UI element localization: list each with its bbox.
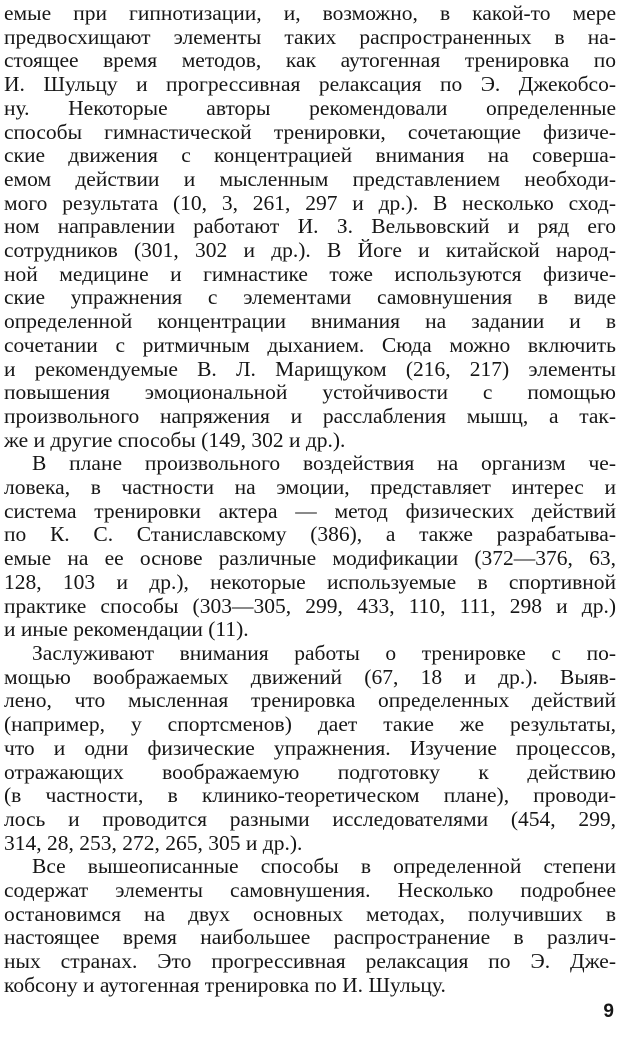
text-line: ном направлении работают И. З. Вельвовский и ряд его: [4, 215, 616, 239]
text-line: практике способы (303—305, 299, 433, 110, 111, 298 и др.): [4, 594, 616, 618]
text-line: ские движения с концентрацией внимания на соверша-: [4, 144, 616, 168]
text-line: сотрудников (301, 302 и др.). В Йоге и китайской народ-: [4, 239, 616, 263]
text-line: ловека, в частности на эмоции, представляет интерес и: [4, 476, 616, 500]
text-line: что и одни физические упражнения. Изучение процессов,: [4, 736, 616, 760]
paragraph: [4, 452, 616, 642]
text-line: (например, у спортсменов) дает такие же результаты,: [4, 713, 616, 737]
text-line: отражающих воображаемую подготовку к действию: [4, 760, 616, 784]
paragraph: [4, 855, 616, 997]
text-line: по К. С. Станиславскому (386), а также разрабатыва-: [4, 523, 616, 547]
text-line: (в частности, в клинико-теоретическом плане), проводи-: [4, 784, 616, 808]
text-line: В плане произвольного воздействия на организм че-: [32, 452, 616, 476]
page-number: 9: [603, 1001, 614, 1022]
paragraph: [4, 642, 616, 855]
text-line: 314, 28, 253, 272, 265, 305 и др.).: [4, 831, 303, 855]
text-line: определенной концентрации внимания на задании и в: [4, 310, 616, 334]
book-page: [4, 2, 616, 1039]
paragraph: [4, 2, 616, 452]
text-line: 128, 103 и др.), некоторые используемые в спортивной: [4, 570, 616, 594]
text-line: Все вышеописанные способы в определенной степени: [32, 855, 616, 879]
text-line: система тренировки актера — метод физических действий: [4, 499, 616, 523]
text-line: лось и проводится разными исследователями (454, 299,: [4, 807, 616, 831]
text-line: и иные рекомендации (11).: [4, 618, 249, 642]
text-line: содержат элементы самовнушения. Несколько подробнее: [4, 879, 616, 903]
text-line: остановимся на двух основных методах, получивших в: [4, 902, 616, 926]
text-line: мощью воображаемых движений (67, 18 и др.). Выяв-: [4, 665, 616, 689]
text-line: настоящее время наибольшее распространение в различ-: [4, 926, 616, 950]
text-line: стоящее время методов, как аутогенная тренировка по: [4, 49, 616, 73]
text-line: мого результата (10, 3, 261, 297 и др.). В несколько сход-: [4, 191, 616, 215]
text-line: ной медицине и гимнастике тоже используются физиче-: [4, 262, 616, 286]
text-line: ных странах. Это прогрессивная релаксация по Э. Дже-: [4, 950, 616, 974]
text-line: лено, что мысленная тренировка определенных действий: [4, 689, 616, 713]
page-text: [4, 2, 616, 998]
text-line: емом действии и мысленным представлением необходи-: [4, 167, 616, 191]
text-line: и рекомендуемые В. Л. Марищуком (216, 217) элементы: [4, 357, 616, 381]
text-line: Заслуживают внимания работы о тренировке с по-: [32, 641, 616, 665]
text-line: емые на ее основе различные модификации (372—376, 63,: [4, 547, 616, 571]
text-line: ну. Некоторые авторы рекомендовали определенные: [4, 96, 616, 120]
text-line: произвольного напряжения и расслабления мышц, а так-: [4, 404, 616, 428]
text-line: кобсону и аутогенная тренировка по И. Шульцу.: [4, 973, 446, 997]
text-line: сочетании с ритмичным дыханием. Сюда можно включить: [4, 333, 616, 357]
text-line: И. Шульцу и прогрессивная релаксация по Э. Джекобсо-: [4, 73, 616, 97]
text-line: ские упражнения с элементами самовнушения в виде: [4, 286, 616, 310]
text-line: емые при гипнотизации, и, возможно, в какой-то мере: [4, 2, 616, 25]
text-line: способы гимнастической тренировки, сочетающие физиче-: [4, 120, 616, 144]
text-line: же и другие способы (149, 302 и др.).: [4, 428, 346, 452]
text-line: предвосхищают элементы таких распространенных в на-: [4, 25, 616, 49]
text-line: повышения эмоциональной устойчивости с помощью: [4, 381, 616, 405]
